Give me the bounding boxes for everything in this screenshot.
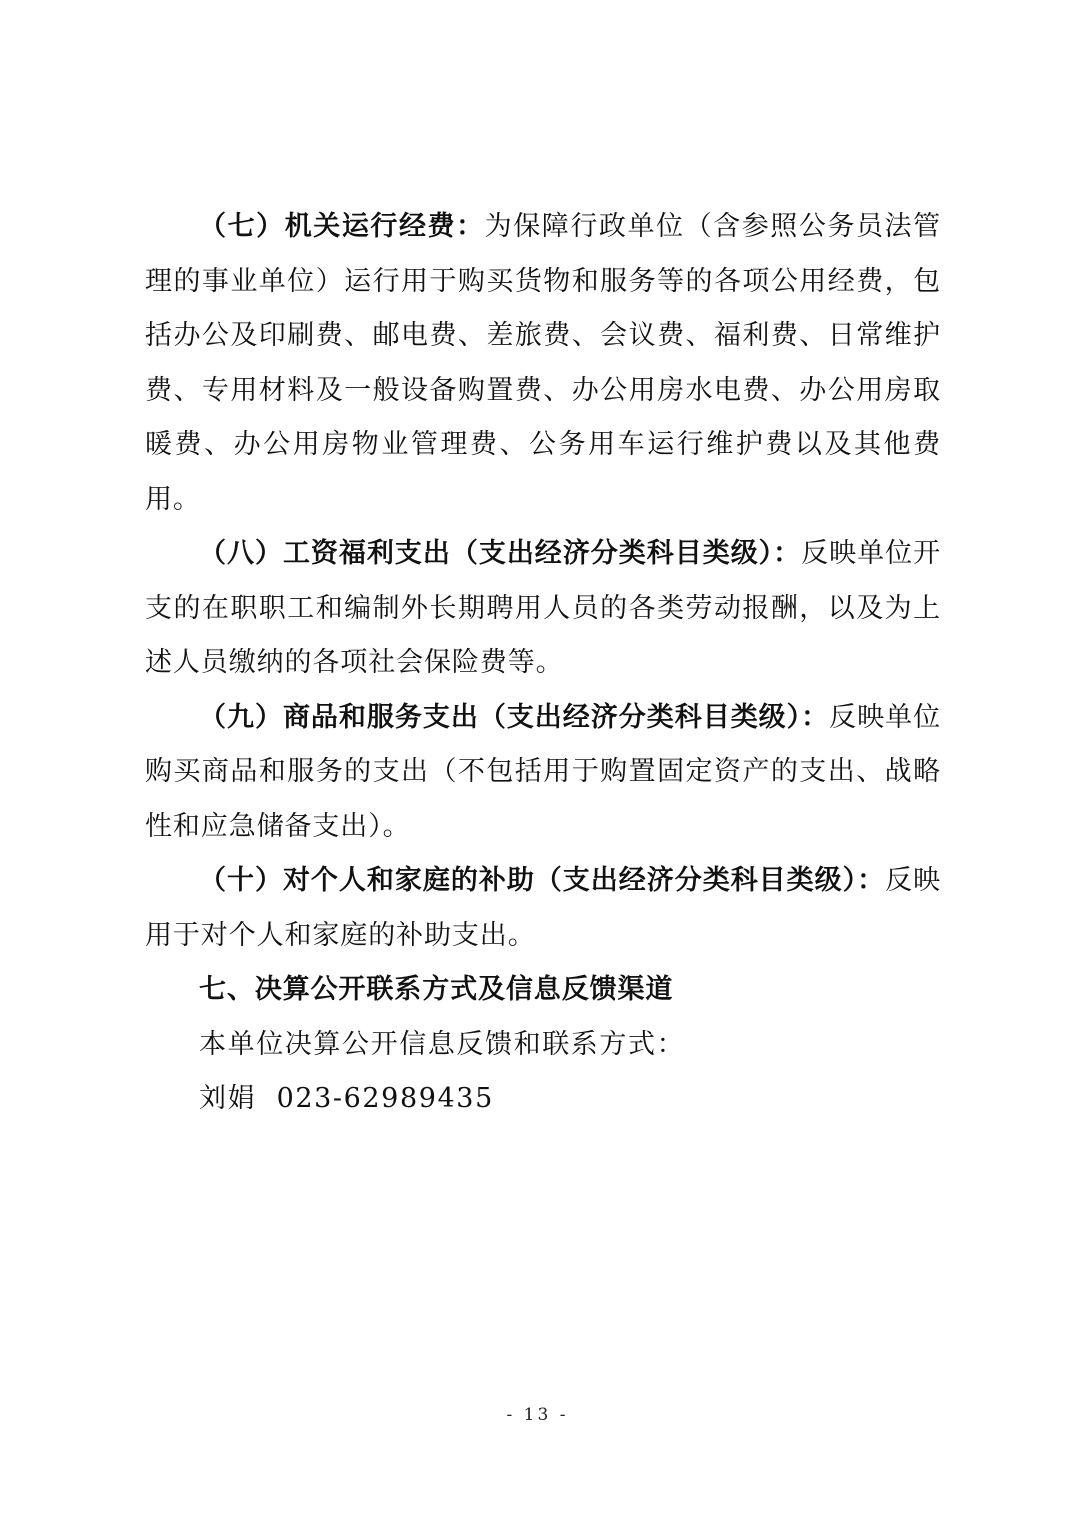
section-text-7: 为保障行政单位（含参照公务员法管理的事业单位）运行用于购买货物和服务等的各项公用经费，包括办公及印刷费、邮电费、差旅费、会议费、福利费、日常维护费、专用材料及一般设备购置费、办公用房水电费、办公用房取暖费、办公用房物业管理费、公务用车运行维护费以及其他费用。 xyxy=(145,211,941,515)
section-term-7: （七）机关运行经费： xyxy=(199,211,485,242)
section-term-9: （九）商品和服务支出（支出经济分类科目类级）： xyxy=(199,701,830,733)
section-term-8: （八）工资福利支出（支出经济分类科目类级）： xyxy=(199,538,802,569)
section-text-10: 反映用于对个人和家庭的补助支出。 xyxy=(145,865,941,951)
document-body xyxy=(145,200,941,1127)
contact-line: 刘娟 023-62989435 xyxy=(199,1083,494,1114)
section-paragraph-8 xyxy=(145,527,941,691)
section-paragraph-7 xyxy=(145,200,941,527)
section-paragraph-10 xyxy=(145,854,941,963)
section-text-8: 反映单位开支的在职职工和编制外长期聘用人员的各类劳动报酬，以及为上述人员缴纳的各项社会保险费等。 xyxy=(145,538,941,678)
contact-heading: 七、决算公开联系方式及信息反馈渠道 xyxy=(199,974,674,1005)
page-number: - 13 - xyxy=(506,1405,569,1425)
section-term-10: （十）对个人和家庭的补助（支出经济分类科目类级）： xyxy=(199,865,886,896)
section-text-9: 反映单位购买商品和服务的支出（不包括用于购置固定资产的支出、战略性和应急储备支出）。 xyxy=(145,701,941,842)
contact-intro: 本单位决算公开信息反馈和联系方式： xyxy=(199,1028,686,1060)
section-paragraph-9 xyxy=(145,691,941,855)
